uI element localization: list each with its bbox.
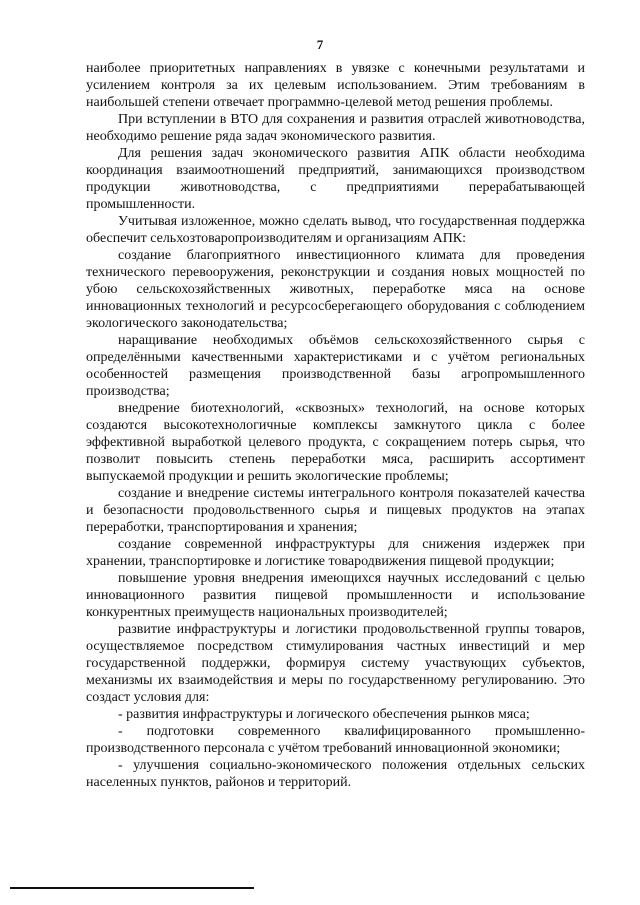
page-number: 7 <box>316 37 324 52</box>
dash-item-personnel: - подготовки современного квалифицированного промышленно-производственного персонала с учётом требований инновационной экономики; <box>86 724 585 756</box>
paragraph-4: Учитывая изложенное, можно сделать вывод, что государственная поддержка обеспечит сельхозтоваропроизводителям и организациям АПК: <box>86 214 585 246</box>
list-item-biotech: внедрение биотехнологий, «сквозных» технологий, на основе которых создаются высокотехнологичные комплексы замкнутого цикла с более эффективной выработкой целевого продукта, с сокращением потерь сырья, что позволит повысить степень переработки мяса, расширить ассортимент выпускаемой продукции и решить экологические проблемы; <box>86 401 585 484</box>
list-item-infrastructure: создание современной инфраструктуры для снижения издержек при хранении, транспортировке и логистике товародвижения пищевой продукции; <box>86 537 585 569</box>
document-body <box>86 60 585 791</box>
list-item-research: повышение уровня внедрения имеющихся научных исследований с целью инновационного развития пищевой промышленности и использование конкурентных преимуществ национальных производителей; <box>86 571 585 620</box>
dash-item-meat-markets: - развития инфраструктуры и логического обеспечения рынков мяса; <box>118 707 530 722</box>
list-item-raw-materials: наращивание необходимых объёмов сельскохозяйственного сырья с определёнными качественными характеристиками и с учётом региональных особенностей размещения производственной базы агропромышленного производства; <box>86 333 585 399</box>
dash-item-rural-areas: - улучшения социально-экономического положения отдельных сельских населенных пунктов, районов и территорий. <box>86 758 585 790</box>
list-item-climate: создание благоприятного инвестиционного климата для проведения технического перевооружения, реконструкции и создания новых мощностей по убою сельскохозяйственных животных, переработке мяса на основе инновационных технологий и ресурсосберегающего оборудования с соблюдением экологического законодательства; <box>86 248 585 331</box>
paragraph-1: наиболее приоритетных направлениях в увязке с конечными результатами и усилением контроля за их целевым использованием. Этим требованиям в наибольшей степени отвечает программно-целевой метод решения проблемы. <box>86 61 585 110</box>
paragraph-3: Для решения задач экономического развития АПК области необходима координация взаимоотношений предприятий, занимающихся производством продукции животноводства, с предприятиями перерабатывающей промышленности. <box>86 146 585 212</box>
paragraph-2: При вступлении в ВТО для сохранения и развития отраслей животноводства, необходимо решение ряда задач экономического развития. <box>86 112 585 144</box>
list-item-logistics: развитие инфраструктуры и логистики продовольственной группы товаров, осуществляемое посредством стимулирования частных инвестиций и мер государственной поддержки, формируя систему участвующих субъектов, механизмы их взаимодействия и меры по государственному регулированию. Это создаст условия для: <box>86 622 585 705</box>
footer-rule <box>10 887 254 889</box>
list-item-quality-control: создание и внедрение системы интегрального контроля показателей качества и безопасности продовольственного сырья и пищевых продуктов на этапах переработки, транспортирования и хранения; <box>86 486 585 535</box>
